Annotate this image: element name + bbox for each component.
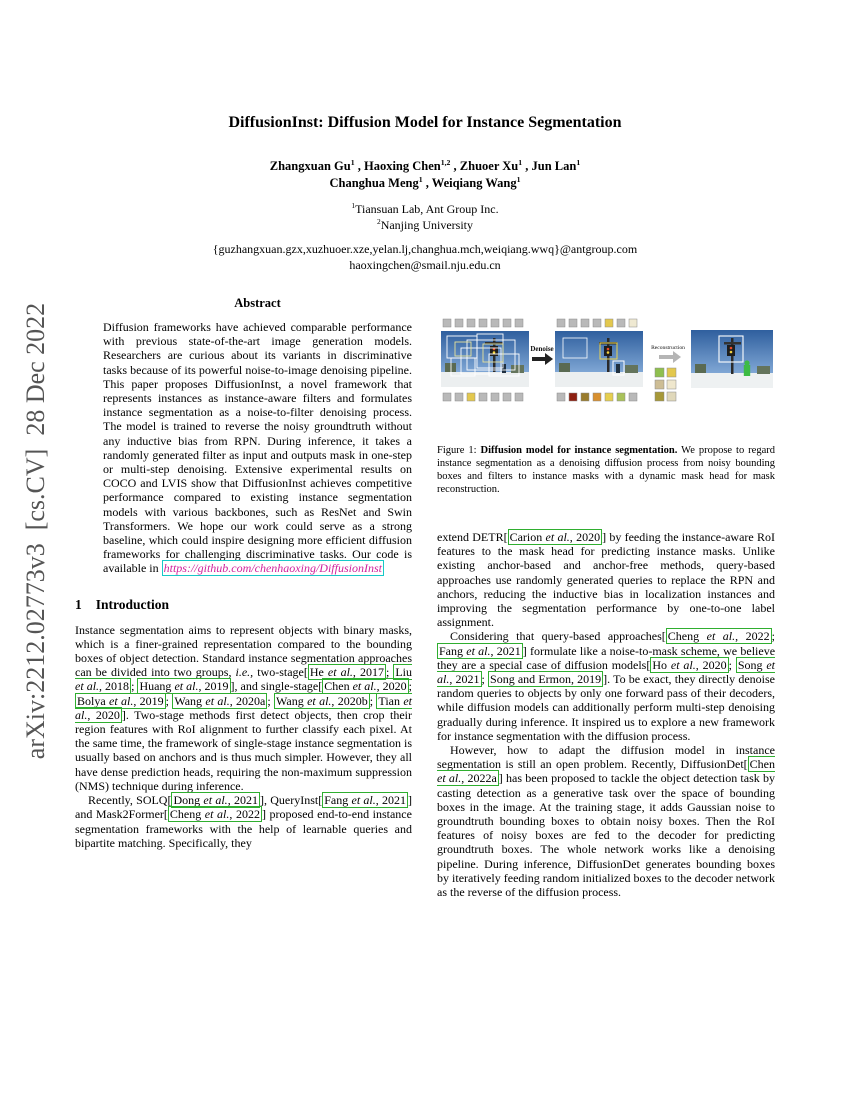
abstract-text (103, 320, 412, 576)
author-sup: 1,2 (440, 157, 451, 167)
paragraph (437, 629, 775, 743)
text-run: , 2022 (229, 807, 260, 822)
filter-squares-bottom (557, 393, 637, 401)
text-run: Tian (378, 693, 404, 708)
text-run: et al. (327, 665, 353, 680)
figure1-caption (437, 444, 775, 496)
text-run: Dong (173, 793, 204, 808)
text-run: et al. (706, 629, 736, 644)
citation-link[interactable] (437, 643, 523, 659)
text-run: , 2021 (375, 793, 407, 808)
citation-link[interactable] (274, 693, 370, 709)
text-run: ; (771, 629, 776, 644)
text-run: However, how to adapt the diffusion model in instance segmentation is still an open problem. Recently, DiffusionDet[ (437, 743, 775, 772)
left-column (75, 296, 412, 850)
author-sup: 1 (418, 174, 423, 184)
citation-link[interactable] (666, 628, 772, 644)
text-run: ]. Two-stage methods first detect objects, then crop their region features with RoI alignment to further classify each pixel. At the same time, the framework of single-stage instance segmentation is usually based on anchors and is thus much simpler. However, they all have dense prediction heads, requiring the non-maximum suppression (NMS) technique during inference. (75, 707, 412, 793)
text-run: et al. (203, 793, 228, 808)
text-run: , 2020 (376, 679, 407, 694)
text-run: , 2019 (133, 693, 164, 708)
text-run: , 2021 (227, 793, 258, 808)
author-name: Weiqiang Wang (431, 176, 517, 190)
author (432, 176, 521, 190)
reconstruction-arrow (651, 345, 685, 363)
paragraph (75, 623, 412, 793)
text-run: Song (737, 657, 767, 672)
text-run: ]. To be exact, they directly denoise random queries to objects by only one forward pass of their decoders, while diffusion models can additionally perform multi-step denoising gradually during inference. It inspired us to explore a new framework for instance segmentation with the diffusion process. (437, 672, 775, 743)
affiliation-name: Nanjing University (380, 218, 474, 232)
citation-link[interactable] (650, 657, 728, 673)
text-run: Bolya (77, 693, 109, 708)
author-line-1 (0, 158, 850, 175)
figure1-illustration (437, 318, 775, 416)
text-run: et al. (109, 693, 134, 708)
text-run: Cheng (169, 807, 205, 822)
paragraph (75, 793, 412, 850)
author-name: Zhangxuan Gu (269, 159, 351, 173)
text-run: et al. (352, 679, 377, 694)
filter-squares-top (557, 319, 637, 327)
text-run: et al. (437, 657, 776, 687)
text-run: ; (728, 657, 736, 672)
citation-link[interactable] (508, 529, 602, 545)
text-run: et al. (75, 679, 100, 694)
text-run: ; (165, 693, 173, 708)
text-run: Figure 1: (437, 445, 481, 456)
figure-panel-intermediate (555, 319, 643, 401)
text-run: Fang (324, 793, 352, 808)
text-run: , 2022a (461, 771, 497, 786)
affiliation-line (0, 217, 850, 233)
text-run: Instance segmentation aims to represent objects with binary masks, which is a finer-grained representation compared to the bounding boxes of object detection. Standard instance segmentation approaches can be divided into two groups, (75, 622, 412, 680)
author-name: Jun Lan (531, 159, 577, 173)
mask-filter-grid (655, 368, 676, 401)
text-run: et al. (307, 693, 332, 708)
text-run: , 2020 (87, 707, 120, 722)
text-run: ] formulate like a noise-to-mask scheme, we believe they are a special case of diffusion models[ (437, 643, 776, 672)
text-run: , 2020 (569, 530, 601, 544)
code-url-link[interactable]: https://github.com/chenhaoxing/DiffusionInst (163, 561, 382, 576)
author-separator: , (450, 159, 460, 173)
text-run: et al. (75, 693, 412, 722)
author-line-2 (0, 175, 850, 192)
filter-squares-bottom (443, 393, 523, 401)
text-run: Diffusion model for instance segmentation. (480, 445, 678, 456)
text-run: Fang (439, 643, 467, 658)
arxiv-stamp-text: arXiv:2212.02773v3 [cs.CV] 28 Dec 2022 (21, 302, 50, 760)
text-run: Cheng (667, 629, 707, 644)
figure-1 (437, 318, 775, 496)
text-run: , 2021 (490, 643, 521, 658)
abstract-section (75, 296, 412, 576)
text-run: ; (267, 693, 275, 708)
text-run: Song and Ermon, 2019 (490, 672, 602, 687)
text-run: ], and single-stage[ (230, 679, 323, 694)
text-run: , 2018 (99, 679, 130, 694)
author-name: Haoxing Chen (363, 159, 441, 173)
text-run: ; (369, 693, 377, 708)
citation-link[interactable] (488, 671, 603, 687)
email-line: haoxingchen@smail.nju.edu.cn (349, 258, 501, 272)
reconstruction-label: Reconstruction (651, 345, 685, 351)
author-sup: 1 (518, 157, 523, 167)
text-run: ], QueryInst[ (259, 793, 323, 808)
paper-header (0, 112, 850, 273)
author-sup: 1 (576, 157, 581, 167)
affiliation-name: Tiansuan Lab, Ant Group Inc. (355, 202, 499, 216)
text-run: et al. (545, 530, 570, 544)
text-run: , 2020 (695, 657, 727, 672)
figure-panel-result (691, 330, 773, 388)
text-run: ; (481, 672, 489, 687)
text-run: Wang (276, 693, 308, 708)
text-run: et al. (204, 807, 230, 822)
text-run: Diffusion frameworks have achieved comparable performance with previous state-of-the-art image generation models. Researchers are curious about its variants in discriminative tasks because of its powerful noise-to-image denoising pipeline. This paper proposes DiffusionInst, a novel framework that represents instances as instance-aware filters and formulates instance segmentation as a noise-to-filter denoising process. The model is trained to reverse the noisy groundtruth without any inductive bias from RPN. During inference, it takes a randomly generated filter as input and outputs mask in one-step or multi-step denoising. Extensive experimental results on COCO and LVIS show that DiffusionInst achieves competitive performance compared to existing instance segmentation models with various backbones, such as ResNet and Swin Transformers. We hope our work could serve as a strong baseline, which could inspire designing more efficient diffusion frameworks for challenging discriminative tasks. Our code is available in (103, 320, 412, 576)
text-run: Considering that query-based approaches[ (450, 629, 666, 644)
affiliation-sup: 2 (376, 217, 381, 226)
text-run: ; (408, 679, 413, 694)
paragraph (437, 743, 775, 899)
text-run: i.e., (235, 665, 254, 680)
text-run: Liu (395, 665, 412, 680)
affiliation-sup: 1 (351, 201, 356, 210)
author (270, 159, 364, 173)
text-run: et al. (174, 679, 199, 694)
text-run: , 2019 (198, 679, 229, 694)
author (532, 159, 581, 173)
author-sup: 1 (516, 174, 521, 184)
text-run: et al. (351, 793, 376, 808)
text-run: extend DETR[ (437, 530, 508, 544)
email-line: {guzhangxuan.gzx,xuzhuoer.xze,yelan.lj,changhua.mch,weiqiang.wwq}@antgroup.com (212, 242, 638, 256)
author (460, 159, 532, 173)
text-run: ; (131, 679, 138, 694)
text-run: ; (385, 665, 394, 680)
text-run: Huang (139, 679, 175, 694)
author-separator: , (354, 159, 364, 173)
paragraph (437, 530, 775, 629)
text-run: , 2020a (229, 693, 266, 708)
text-run: et al. (205, 693, 230, 708)
text-run: Recently, SOLQ[ (88, 793, 172, 808)
text-run: two-stage[ (253, 665, 308, 680)
author-separator: , (522, 159, 532, 173)
section-title: Introduction (95, 596, 170, 612)
text-run: et al. (466, 643, 491, 658)
text-run: ] has been proposed to tackle the object detection task by casting detection as a generative task over the space of bounding boxes in the image. At the training stage, it adds Gaussian noise to groundtruth bounding boxes to obtain noisy boxes. Then the RoI features of noisy boxes are fed to the decoder for predicting groundtruth boxes. The whole network works like a denoising pipeline. During inference, DiffusionDet generates bounding boxes by iteratively feeding random initialized boxes to the decoder network as the reverse of the diffusion process. (437, 771, 775, 900)
text-run: We propose to regard instance segmentation as a denoising diffusion process from noisy bounding boxes and filters to instance masks with a dynamic mask head for mask reconstruction. (437, 445, 775, 495)
author-sup: 1 (350, 157, 355, 167)
figure-panel-noisy (441, 319, 529, 401)
citation-link[interactable] (168, 806, 262, 822)
text-run: ] by feeding the instance-aware RoI features to the mask head for predicting instance masks. Unlike existing anchor-based and anchor-free methods, query-based approaches use randomly generated queries to replace the RPN and anchors, reducing the inductive bias in localization instances and improving the segmentation performance by one-to-one label assignment. (437, 530, 776, 630)
affiliation-line (0, 201, 850, 217)
abstract-heading: Abstract (234, 296, 281, 310)
text-run: , 2022 (735, 629, 770, 644)
text-run: , 2020b (331, 693, 368, 708)
text-run: Carion (509, 530, 546, 544)
filter-squares-top (443, 319, 523, 327)
denoise-arrow (530, 345, 553, 365)
author (329, 176, 431, 190)
instance-mask-person (744, 360, 750, 376)
paper-title: DiffusionInst: Diffusion Model for Instance Segmentation (228, 114, 622, 131)
text-run: Chen (749, 757, 775, 772)
right-column (437, 318, 775, 899)
section-heading-introduction (75, 597, 412, 613)
citation-link[interactable] (322, 792, 408, 808)
text-run: et al. (437, 771, 462, 786)
text-run: ] proposed end-to-end instance segmentation frameworks with the help of learnable queries and bipartite matching. Specifically, they (75, 807, 412, 850)
author-name: Zhuoer Xu (459, 159, 519, 173)
text-run: , 2021 (449, 672, 480, 687)
citation-link[interactable] (172, 693, 267, 709)
text-run: Ho (652, 657, 671, 672)
text-run: He (309, 665, 328, 680)
text-run: Chen (324, 679, 353, 694)
denoise-label: Denoise (530, 345, 554, 353)
author-name: Changhua Meng (329, 176, 419, 190)
author-separator: , (422, 176, 432, 190)
text-run: et al. (670, 657, 696, 672)
text-run: ] and Mask2Former[ (75, 793, 413, 822)
text-run: , 2017 (352, 665, 384, 680)
text-run: Wang (174, 693, 206, 708)
section-number: 1 (75, 596, 82, 612)
author (364, 159, 460, 173)
